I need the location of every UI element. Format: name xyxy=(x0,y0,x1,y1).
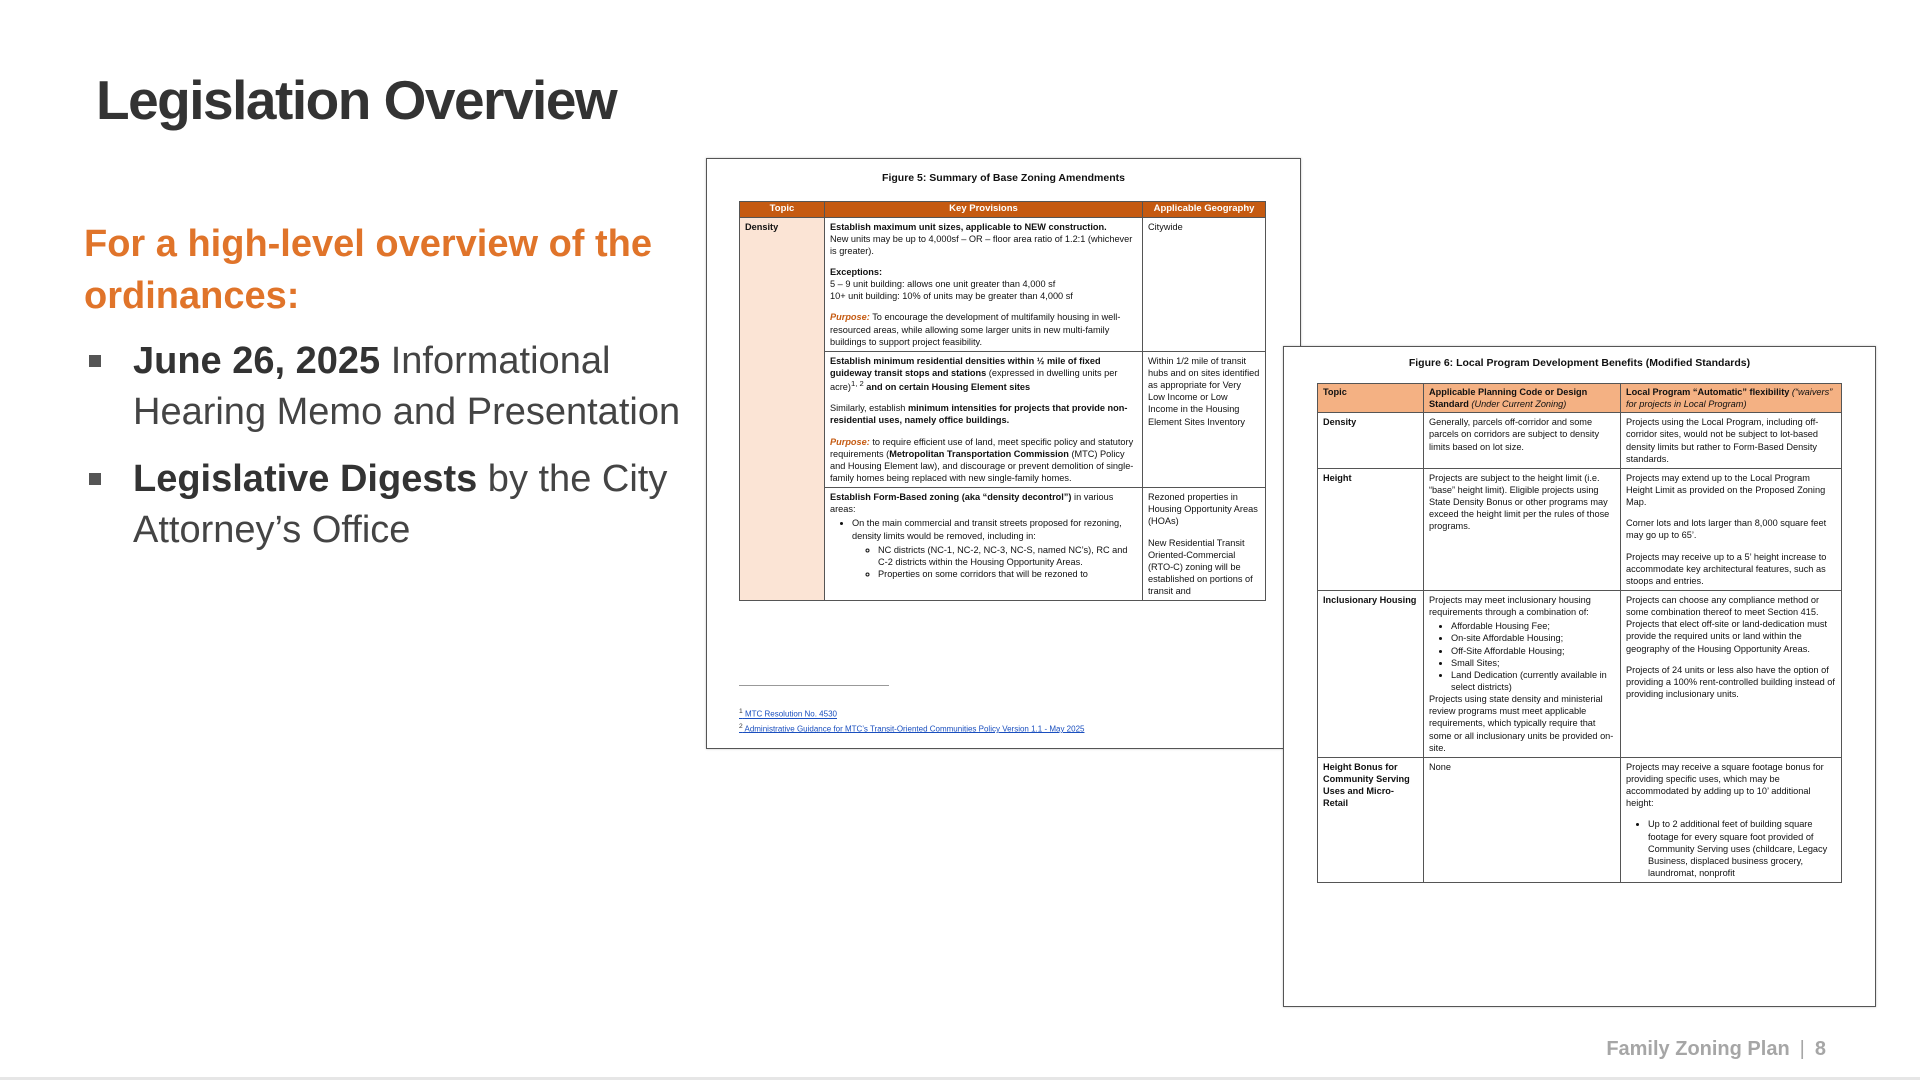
list-item xyxy=(84,336,684,438)
cell-paragraph: Projects may extend up to the Local Program Height Limit as provided on the Proposed Zoning Map. xyxy=(1626,472,1826,508)
provision-heading: Establish minimum residential densities within ½ mile of fixed guideway transit stops and stations xyxy=(830,355,1101,378)
topic-cell-density: Density xyxy=(740,217,825,601)
topic-cell-height: Height xyxy=(1318,468,1424,590)
slide-title: Legislation Overview xyxy=(96,69,617,131)
column-header-current-standard xyxy=(1424,384,1621,413)
figure6-title: Figure 6: Local Program Development Benefits (Modified Standards) xyxy=(1408,357,1751,369)
local-program-cell xyxy=(1621,757,1842,882)
purpose-text: (MTC) Policy and Housing Element law), and discourage or prevent demolition of single-family homes being replaced with new single-family homes. xyxy=(830,448,1134,483)
topic-cell-density: Density xyxy=(1318,413,1424,469)
list-item: • Up to 2 additional feet of building square footage for every square foot provided of Community Serving uses (childcare, Legacy Business, displaced business grocery, laundromat, nonprofit xyxy=(1648,818,1836,879)
exceptions-label: Exceptions: xyxy=(830,266,883,277)
cell-paragraph: Projects using state density and ministerial review programs must meet applicable requirements, which typically require that some or all inclusionary units be provided on-site. xyxy=(1429,694,1614,753)
slide-footer xyxy=(1606,1038,1826,1061)
list-item: • Affordable Housing Fee; xyxy=(1451,620,1615,632)
figure5-title: Figure 5: Summary of Base Zoning Amendments xyxy=(882,172,1125,184)
list-item: • Off-Site Affordable Housing; xyxy=(1451,645,1615,657)
cell-paragraph: Projects can choose any compliance method or some combination thereof to meet Section 415. Projects that elect off-site or land-dedication must provide the required units or land within the geography of the Housing Opportunity Areas. xyxy=(1626,594,1828,654)
header-text: Applicable Planning Code or Design Standard xyxy=(1429,387,1588,410)
footnote-text: Administrative Guidance for MTC’s Transit-Oriented Communities Policy Version 1.1 - May 2025 xyxy=(744,724,1085,734)
cell-paragraph: Projects may receive up to a 5’ height increase to accommodate key architectural features, such as stoops and entries. xyxy=(1626,551,1827,586)
footnote-link[interactable] xyxy=(739,721,1084,736)
page-number: 8 xyxy=(1814,1038,1826,1060)
header-note: (“waivers” for projects in Local Program) xyxy=(1626,387,1833,410)
provisions-cell xyxy=(825,217,1143,351)
provision-heading: Establish maximum unit sizes, applicable to NEW construction. xyxy=(830,221,1107,232)
compliance-list xyxy=(1429,620,1615,693)
geography-cell: Citywide xyxy=(1143,217,1266,351)
overview-subtitle: For a high-level overview of the ordinances: xyxy=(84,223,653,317)
footnotes xyxy=(739,706,1084,735)
table-row xyxy=(1318,590,1842,757)
footer-separator: | xyxy=(1799,1038,1805,1060)
provision-list xyxy=(830,517,1137,580)
figure6-document xyxy=(1283,346,1876,1007)
list-item: ◦ NC districts (NC-1, NC-2, NC-3, NC-S, named NC’s), RC and C-2 districts within the Housing Opportunity Areas. xyxy=(878,544,1137,568)
geography-text: New Residential Transit Oriented-Commercial (RTO-C) zoning will be established on portions of transit and xyxy=(1148,537,1253,597)
provision-sublist xyxy=(852,544,1137,580)
purpose-text: To encourage the development of multifamily housing in well-resourced areas, while allowing some larger units in new multi-family buildings to support project feasibility. xyxy=(830,312,1121,347)
topic-cell-inclusionary: Inclusionary Housing xyxy=(1318,590,1424,757)
local-program-cell xyxy=(1621,590,1842,757)
current-standard-cell: None xyxy=(1424,757,1621,882)
column-header-topic: Topic xyxy=(1318,384,1424,413)
topic-cell-height-bonus: Height Bonus for Community Serving Uses and Micro-Retail xyxy=(1318,757,1424,882)
provisions-cell xyxy=(825,488,1143,601)
footnote-ref: 1, 2 xyxy=(850,379,864,389)
footnote-text: MTC Resolution No. 4530 xyxy=(744,709,837,719)
cell-paragraph: Projects may receive a square footage bonus for providing specific uses, which may be accommodated by adding up to 10’ additional height: xyxy=(1626,761,1824,809)
cell-paragraph: Projects of 24 units or less also have the option of providing a 100% rent-controlled building instead of providing inclusionary units. xyxy=(1626,664,1835,699)
provision-text: (expressed in dwelling units per acre) xyxy=(830,367,1118,393)
geography-cell: Within 1/2 mile of transit hubs and on sites identified as appropriate for Very Low Income or Low Income in the Housing Element Sites Inventory xyxy=(1143,351,1266,487)
provision-text: in various areas: xyxy=(830,492,1114,515)
list-item xyxy=(84,454,684,556)
geography-cell xyxy=(1143,488,1266,601)
figure5-table xyxy=(739,201,1266,601)
list-item-title: Legislative Digests xyxy=(133,458,478,500)
provision-heading: and on certain Housing Element sites xyxy=(863,382,1031,393)
column-header-topic: Topic xyxy=(740,202,825,218)
list-item-text: On the main commercial and transit streets proposed for rezoning, density limits would be removed, including in: xyxy=(852,518,1122,541)
header-note: (Under Current Zoning) xyxy=(1468,399,1567,410)
figure6-table xyxy=(1317,383,1842,883)
provisions-cell xyxy=(825,351,1143,487)
table-header-row xyxy=(1318,384,1842,413)
bonus-list xyxy=(1626,818,1836,879)
table-row xyxy=(1318,413,1842,469)
column-header-geography: Applicable Geography xyxy=(1143,202,1266,218)
table-row xyxy=(1318,757,1842,882)
provision-text: New units may be up to 4,000sf – OR – floor area ratio of 1.2:1 (whichever is greater). xyxy=(830,233,1133,256)
footnote-number: 1 xyxy=(739,708,743,715)
list-item xyxy=(852,517,1137,580)
cell-paragraph: Corner lots and lots larger than 8,000 square feet may go up to 65’. xyxy=(1626,518,1827,541)
list-item-text: Informational Hearing Memo and Presentation xyxy=(133,340,681,433)
figure5-document xyxy=(706,158,1301,749)
list-item-text: by the City Attorney’s Office xyxy=(133,458,668,551)
purpose-text: to require efficient use of land, meet specific policy and statutory requirements ( xyxy=(830,436,1134,459)
table-header-row xyxy=(740,202,1266,218)
list-item: • Small Sites; xyxy=(1451,657,1615,669)
footer-label: Family Zoning Plan xyxy=(1606,1038,1790,1060)
purpose-label: Purpose: xyxy=(830,312,870,323)
cell-paragraph: Projects may meet inclusionary housing requirements through a combination of: xyxy=(1429,594,1591,618)
table-row xyxy=(740,217,1266,351)
table-row xyxy=(1318,468,1842,590)
bullet-square-icon xyxy=(89,473,101,485)
current-standard-cell: Generally, parcels off-corridor and some parcels on corridors are subject to density limits based on lot size. xyxy=(1424,413,1621,469)
resource-list xyxy=(84,336,684,572)
purpose-label: Purpose: xyxy=(830,436,870,447)
purpose-text-bold: Metropolitan Transportation Commission xyxy=(889,448,1069,459)
column-header-key-provisions: Key Provisions xyxy=(825,202,1143,218)
current-standard-cell: Projects are subject to the height limit (i.e. “base” height limit). Eligible projects using State Density Bonus or other programs may exceed the height limit per the rules of those programs. xyxy=(1424,468,1621,590)
list-item: • Land Dedication (currently available in select districts) xyxy=(1451,669,1615,693)
exception-text: 10+ unit building: 10% of units may be greater than 4,000 sf xyxy=(830,291,1073,302)
bullet-square-icon xyxy=(89,355,101,367)
local-program-cell xyxy=(1621,468,1842,590)
list-item-date: June 26, 2025 xyxy=(133,340,381,382)
footnote-number: 2 xyxy=(739,722,743,730)
list-item: ◦ Properties on some corridors that will be rezoned to xyxy=(878,568,1137,580)
provision-heading: Establish Form-Based zoning (aka “density decontrol”) xyxy=(830,492,1072,503)
exception-text: 5 – 9 unit building: allows one unit greater than 4,000 sf xyxy=(830,279,1056,290)
footnote-link[interactable] xyxy=(739,706,1084,721)
footnote-divider xyxy=(739,685,889,686)
current-standard-cell xyxy=(1424,590,1621,757)
list-item: • On-site Affordable Housing; xyxy=(1451,632,1615,644)
geography-text: Rezoned properties in Housing Opportunity Areas (HOAs) xyxy=(1148,492,1258,527)
header-text: Local Program “Automatic” flexibility xyxy=(1626,387,1790,397)
provision-text: Similarly, establish xyxy=(830,403,908,414)
local-program-cell: Projects using the Local Program, including off-corridor sites, would not be subject to lot-based density limits but rather to Form-Based Density standards. xyxy=(1621,413,1842,469)
provision-heading: minimum intensities for projects that provide non-residential uses, namely office buildings. xyxy=(830,403,1128,426)
column-header-local-program xyxy=(1621,384,1842,413)
